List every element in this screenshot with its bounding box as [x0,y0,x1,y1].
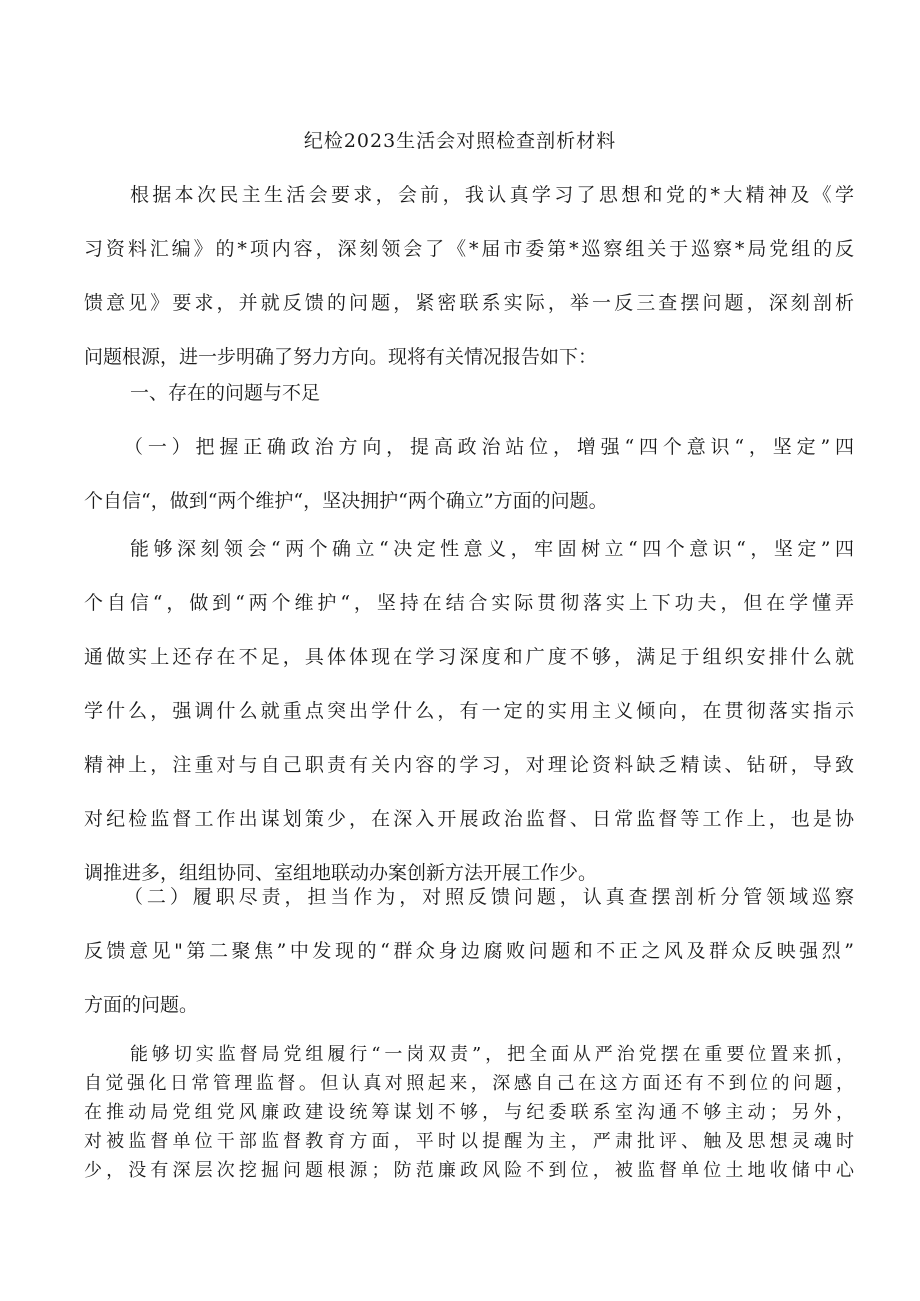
subheading-line: 反馈意见"第二聚焦”中发现的“群众身边腐败问题和不正之风及群众反映强烈” [84,940,854,962]
body-line: 学什么，强调什么就重点突出学什么，有一定的实用主义倾向，在贯彻落实指示 [84,700,854,722]
subheading-line: 个自信“，做到“两个维护“，坚决拥护“两个确立”方面的问题。 [84,490,608,512]
intro-line: 习资料汇编》的*项内容，深刻领会了《*届市委第*巡察组关于巡察*局党组的反 [84,238,854,260]
body-line: 对被监督单位干部监督教育方面，平时以提醒为主，严肃批评、触及思想灵魂时 [84,1131,854,1152]
body-line: 在推动局党组党风廉政建设统筹谋划不够，与纪委联系室沟通不够主动；另外， [84,1102,854,1123]
intro-line: 馈意见》要求，并就反馈的问题，紧密联系实际，举一反三查摆问题，深刻剖析 [84,292,854,314]
subheading-line: 方面的问题。 [84,994,199,1016]
body-line: 能够切实监督局党组履行“一岗双责”，把全面从严治党摆在重要位置来抓， [130,1044,854,1065]
subheading-line: （二）履职尽责，担当作为，对照反馈问题，认真查摆剖析分管领域巡察 [124,886,854,908]
body-line: 少，没有深层次挖掘问题根源；防范廉政风险不到位，被监督单位土地收储中心 [84,1160,854,1181]
intro-line: 根据本次民主生活会要求，会前，我认真学习了思想和党的*大精神及《学 [130,184,854,206]
section-heading [84,366,854,420]
subheading-line: （一）把握正确政治方向，提高政治站位，增强“四个意识“，坚定”四 [124,436,854,458]
section1-heading: 一、存在的问题与不足 [130,382,321,404]
body-line: 精神上，注重对与自己职责有关内容的学习，对理论资料缺乏精读、钻研，导致 [84,754,854,776]
body-line: 个自信“，做到“两个维护“，坚持在结合实际贯彻落实上下功夫，但在学懂弄 [84,592,854,614]
intro-line: 问题根源，进一步明确了努力方向。现将有关情况报告如下： [84,346,598,368]
sub2-body-paragraph [84,1040,854,1185]
body-line: 对纪检监督工作出谋划策少，在深入开展政治监督、日常监督等工作上，也是协 [84,808,854,830]
subheading-1 [84,420,854,528]
body-line: 自觉强化日常管理监督。但认真对照起来，深感自己在这方面还有不到位的问题， [84,1073,854,1094]
body-line: 通做实上还存在不足，具体体现在学习深度和广度不够，满足于组织安排什么就 [84,646,854,668]
intro-paragraph [84,168,854,384]
body-line: 能够深刻领会“两个确立“决定性意义，牢固树立“四个意识“，坚定”四 [130,538,854,560]
sub1-body-paragraph [84,522,854,900]
subheading-2 [84,870,854,1032]
body-line: 调推进多，组组协同、室组地联动办案创新方法开展工作少。 [84,862,598,884]
document-title: 纪检2023生活会对照检查剖析材料 [303,130,617,152]
